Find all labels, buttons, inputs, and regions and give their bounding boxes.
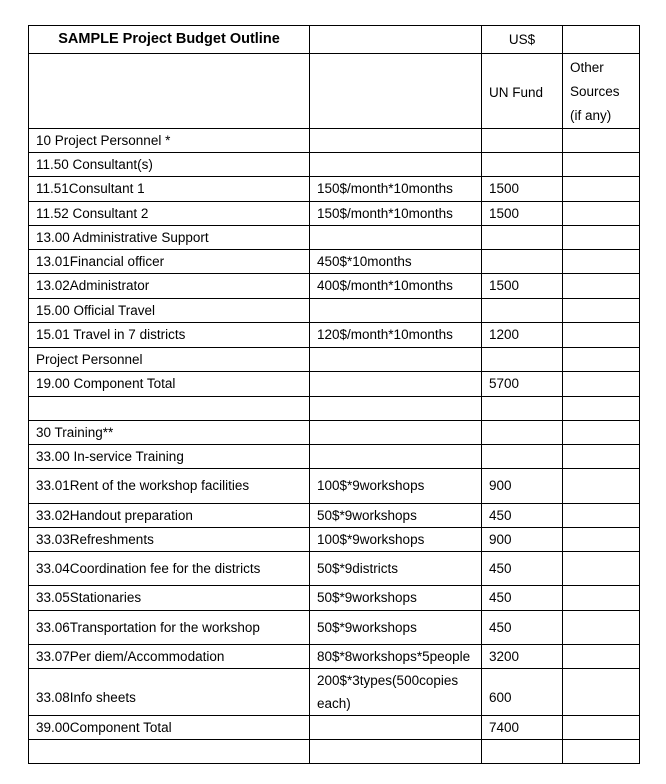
un-fund-cell (482, 250, 563, 274)
other-sources-cell (563, 226, 640, 250)
other-sources-cell (563, 153, 640, 177)
table-row (29, 716, 640, 740)
other-sources-cell (563, 177, 640, 202)
header-blank (563, 26, 640, 54)
other-sources-cell (563, 299, 640, 323)
budget-item-cell: 13.02Administrator (29, 274, 310, 299)
table-row (29, 645, 640, 669)
cost-basis-cell (310, 397, 482, 421)
un-fund-cell: 900 (482, 469, 563, 504)
other-sources-cell (563, 611, 640, 645)
budget-item-cell (29, 397, 310, 421)
table-row (29, 586, 640, 611)
un-fund-cell (482, 740, 563, 764)
budget-item-cell (29, 740, 310, 764)
un-fund-cell (482, 153, 563, 177)
cost-basis-cell: 150$/month*10months (310, 177, 482, 202)
table-row (29, 740, 640, 764)
un-fund-cell (482, 421, 563, 445)
un-fund-cell (482, 226, 563, 250)
cost-basis-cell: 50$*9workshops (310, 611, 482, 645)
cost-basis-cell: 100$*9workshops (310, 528, 482, 552)
budget-item-cell: 15.00 Official Travel (29, 299, 310, 323)
table-row (29, 129, 640, 153)
un-fund-cell: 900 (482, 528, 563, 552)
cost-basis-cell (310, 372, 482, 397)
cost-basis-cell (310, 445, 482, 469)
un-fund-cell: 5700 (482, 372, 563, 397)
un-fund-cell (482, 397, 563, 421)
budget-item-cell: 33.07Per diem/Accommodation (29, 645, 310, 669)
table-row (29, 202, 640, 226)
un-fund-cell (482, 348, 563, 372)
un-fund-cell (482, 445, 563, 469)
header-row (29, 26, 640, 54)
other-sources-cell (563, 669, 640, 716)
other-sources-cell (563, 372, 640, 397)
currency-label: US$ (482, 26, 563, 54)
header-blank (29, 54, 310, 129)
budget-item-cell: 33.00 In-service Training (29, 445, 310, 469)
budget-item-cell: 33.01Rent of the workshop facilities (29, 469, 310, 504)
budget-item-cell: 39.00Component Total (29, 716, 310, 740)
table-row (29, 528, 640, 552)
other-sources-line: (if any) (570, 108, 612, 123)
cost-basis-cell (310, 129, 482, 153)
other-sources-cell (563, 348, 640, 372)
other-sources-cell (563, 552, 640, 586)
table-row (29, 469, 640, 504)
header-blank (310, 26, 482, 54)
table-row (29, 153, 640, 177)
column-header-row (29, 54, 640, 129)
cost-basis-cell: 50$*9workshops (310, 504, 482, 528)
cost-basis-cell (310, 421, 482, 445)
table-row (29, 445, 640, 469)
other-sources-cell (563, 740, 640, 764)
table-row (29, 421, 640, 445)
cost-basis-cell (310, 153, 482, 177)
un-fund-cell: 1500 (482, 202, 563, 226)
table-row (29, 504, 640, 528)
table-row (29, 250, 640, 274)
other-sources-cell (563, 528, 640, 552)
other-sources-cell (563, 645, 640, 669)
un-fund-cell: 450 (482, 586, 563, 611)
cost-basis-cell: 400$/month*10months (310, 274, 482, 299)
budget-item-cell: 10 Project Personnel * (29, 129, 310, 153)
budget-item-cell: 11.50 Consultant(s) (29, 153, 310, 177)
cost-basis-cell (310, 716, 482, 740)
un-fund-cell (482, 129, 563, 153)
budget-item-cell: 30 Training** (29, 421, 310, 445)
other-sources-cell (563, 504, 640, 528)
other-sources-line: Other (570, 60, 604, 75)
other-sources-line: Sources (570, 84, 620, 99)
other-sources-cell (563, 250, 640, 274)
un-fund-header: UN Fund (482, 54, 563, 129)
cost-basis-cell: 80$*8workshops*5people (310, 645, 482, 669)
other-sources-cell (563, 129, 640, 153)
budget-item-cell: 19.00 Component Total (29, 372, 310, 397)
cost-basis-cell (310, 226, 482, 250)
other-sources-cell (563, 421, 640, 445)
page-title: SAMPLE Project Budget Outline (29, 26, 310, 54)
table-row (29, 669, 640, 716)
table-row (29, 552, 640, 586)
budget-item-cell: 33.04Coordination fee for the districts (29, 552, 310, 586)
un-fund-cell: 1500 (482, 274, 563, 299)
cost-basis-cell: 50$*9workshops (310, 586, 482, 611)
table-row (29, 372, 640, 397)
other-sources-cell (563, 397, 640, 421)
table-row (29, 177, 640, 202)
other-sources-cell (563, 202, 640, 226)
budget-item-cell: 13.01Financial officer (29, 250, 310, 274)
table-row (29, 348, 640, 372)
header-blank (310, 54, 482, 129)
cost-basis-cell: 200$*3types(500copies each) (310, 669, 482, 716)
cost-basis-cell: 120$/month*10months (310, 323, 482, 348)
table-row (29, 299, 640, 323)
un-fund-cell: 1200 (482, 323, 563, 348)
budget-item-cell: Project Personnel (29, 348, 310, 372)
budget-item-cell: 13.00 Administrative Support (29, 226, 310, 250)
cost-basis-cell: 100$*9workshops (310, 469, 482, 504)
budget-item-cell: 33.08Info sheets (29, 669, 310, 716)
cost-basis-cell (310, 299, 482, 323)
un-fund-cell: 7400 (482, 716, 563, 740)
cost-basis-cell: 150$/month*10months (310, 202, 482, 226)
other-sources-header (563, 54, 640, 129)
budget-item-cell: 33.05Stationaries (29, 586, 310, 611)
un-fund-cell: 450 (482, 611, 563, 645)
other-sources-cell (563, 274, 640, 299)
table-row (29, 397, 640, 421)
un-fund-cell: 1500 (482, 177, 563, 202)
cost-basis-cell: 50$*9districts (310, 552, 482, 586)
budget-item-cell: 15.01 Travel in 7 districts (29, 323, 310, 348)
cost-basis-cell: 450$*10months (310, 250, 482, 274)
budget-table (28, 25, 640, 764)
budget-item-cell: 33.03Refreshments (29, 528, 310, 552)
other-sources-cell (563, 716, 640, 740)
budget-item-cell: 11.51Consultant 1 (29, 177, 310, 202)
other-sources-cell (563, 469, 640, 504)
table-row (29, 274, 640, 299)
budget-item-cell: 33.02Handout preparation (29, 504, 310, 528)
budget-item-cell: 11.52 Consultant 2 (29, 202, 310, 226)
un-fund-cell: 450 (482, 552, 563, 586)
un-fund-cell (482, 299, 563, 323)
budget-item-cell: 33.06Transportation for the workshop (29, 611, 310, 645)
un-fund-cell: 450 (482, 504, 563, 528)
table-row (29, 611, 640, 645)
table-row (29, 323, 640, 348)
cost-basis-cell (310, 740, 482, 764)
table-row (29, 226, 640, 250)
un-fund-cell: 3200 (482, 645, 563, 669)
un-fund-cell: 600 (482, 669, 563, 716)
other-sources-cell (563, 586, 640, 611)
cost-basis-cell (310, 348, 482, 372)
other-sources-cell (563, 445, 640, 469)
other-sources-cell (563, 323, 640, 348)
